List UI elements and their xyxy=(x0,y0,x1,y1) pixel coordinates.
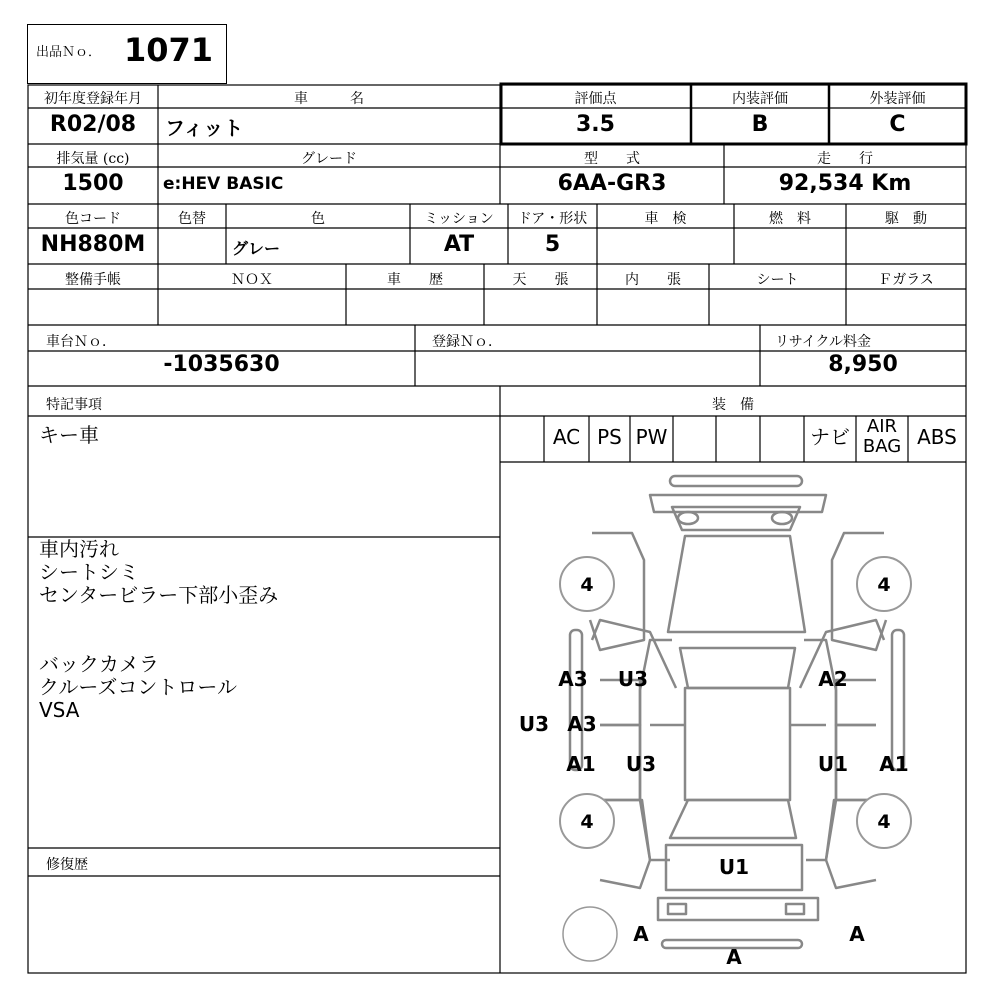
displacement-value: 1500 xyxy=(62,171,124,196)
nox-label: ＮＯＸ xyxy=(231,272,273,288)
exterior-value: C xyxy=(889,112,906,137)
hood xyxy=(668,536,805,632)
rear-bumper xyxy=(658,898,818,920)
car-name-value: フィット xyxy=(165,116,244,140)
tail-lamp-right xyxy=(786,904,804,914)
damage-mark: A xyxy=(726,945,742,969)
glass-label: Ｆガラス xyxy=(878,272,934,288)
remark-line: 車内汚れ xyxy=(39,537,119,561)
lot-number-value: 1071 xyxy=(124,31,214,69)
chassis-label: 車台Ｎｏ． xyxy=(46,334,116,350)
remark-line: センタービラー下部小歪み xyxy=(39,583,279,607)
front-bumper-strip xyxy=(670,476,802,486)
remark-line: クルーズコントロール xyxy=(39,675,237,699)
tail-lamp-left xyxy=(668,904,686,914)
displacement-label: 排気量 (cc) xyxy=(56,151,130,167)
service-book-label: 整備手帳 xyxy=(65,272,121,288)
car-name-label: 車 名 xyxy=(294,91,364,107)
equip-abs: ABS xyxy=(917,425,957,449)
damage-mark: U3 xyxy=(518,712,550,736)
grade-value: e:HEV BASIC xyxy=(163,174,284,194)
damage-mark: A xyxy=(633,922,649,946)
first-reg-value: R02/08 xyxy=(49,112,137,137)
damage-mark: U3 xyxy=(625,752,657,776)
remark-line: バックカメラ xyxy=(39,652,159,676)
mileage-value: 92,534 Km xyxy=(778,171,912,196)
remarks-label: 特記事項 xyxy=(46,397,102,413)
tire-front-right-value: 4 xyxy=(877,574,891,596)
repair-label: 修復歴 xyxy=(46,857,88,873)
score-value: 3.5 xyxy=(576,112,615,137)
lot-number-label: 出品Ｎｏ． xyxy=(36,45,102,60)
inspection-label: 車 検 xyxy=(644,211,687,227)
tire-front-left-value: 4 xyxy=(580,574,594,596)
equip-airbag-line: BAG xyxy=(862,436,902,457)
door-shape-value: 5 xyxy=(544,232,561,257)
damage-mark: U1 xyxy=(718,855,750,879)
chassis-value: -1035630 xyxy=(163,352,280,377)
remark-line: VSA xyxy=(39,698,80,722)
headliner-label: 内 張 xyxy=(625,272,681,288)
score-label: 評価点 xyxy=(574,91,617,107)
drive-label: 駆 動 xyxy=(885,211,927,227)
roof xyxy=(685,688,790,800)
rear-window xyxy=(670,800,796,838)
equipment-label: 装 備 xyxy=(712,397,754,413)
damage-mark: A3 xyxy=(558,667,588,691)
color-value: グレー xyxy=(232,239,281,258)
windshield xyxy=(680,648,795,688)
equip-ps: PS xyxy=(597,425,622,449)
damage-mark: A2 xyxy=(818,667,848,691)
recycle-label: リサイクル料金 xyxy=(775,334,872,350)
tire-rear-right-value: 4 xyxy=(877,811,891,833)
transmission-value: AT xyxy=(443,232,475,257)
sill-left xyxy=(570,630,582,770)
registration-label: 登録Ｎｏ． xyxy=(432,334,502,350)
interior-value: B xyxy=(751,112,769,137)
damage-mark: A1 xyxy=(566,752,596,776)
seat-label: シート xyxy=(756,272,799,288)
headlight-left xyxy=(678,512,698,524)
remark-line: シートシミ xyxy=(39,560,139,584)
damage-mark: A1 xyxy=(879,752,909,776)
equip-ac: AC xyxy=(552,425,581,449)
color-code-label: 色コード xyxy=(65,211,121,227)
color-code-value: NH880M xyxy=(40,232,146,257)
tire-rear-left-value: 4 xyxy=(580,811,594,833)
color-label: 色 xyxy=(311,211,325,227)
model-label: 型 式 xyxy=(584,151,640,167)
equip-airbag-line: AIR xyxy=(866,416,898,437)
damage-mark: A xyxy=(849,922,865,946)
equip-navi: ナビ xyxy=(810,425,850,449)
spare-tire xyxy=(563,907,617,961)
color-change-label: 色替 xyxy=(178,211,206,227)
model-value: 6AA-GR3 xyxy=(557,171,667,196)
headlight-right xyxy=(772,512,792,524)
damage-mark: U3 xyxy=(617,667,649,691)
interior-label: 内装評価 xyxy=(732,91,788,107)
transmission-label: ミッション xyxy=(424,211,494,227)
damage-mark: A3 xyxy=(567,712,597,736)
door-shape-label: ドア・形状 xyxy=(517,211,588,227)
equip-pw: PW xyxy=(635,425,668,449)
remark-line: キー車 xyxy=(39,423,99,447)
sill-right xyxy=(892,630,904,770)
recycle-value: 8,950 xyxy=(828,352,898,377)
damage-mark: U1 xyxy=(817,752,849,776)
exterior-label: 外装評価 xyxy=(869,91,926,107)
fuel-label: 燃 料 xyxy=(769,211,811,227)
first-reg-label: 初年度登録年月 xyxy=(44,91,142,107)
grade-label: グレード xyxy=(301,151,357,167)
grille xyxy=(672,507,800,530)
mileage-label: 走 行 xyxy=(817,151,873,167)
history-label: 車 歴 xyxy=(387,272,443,288)
sunroof-label: 天 張 xyxy=(512,272,569,288)
